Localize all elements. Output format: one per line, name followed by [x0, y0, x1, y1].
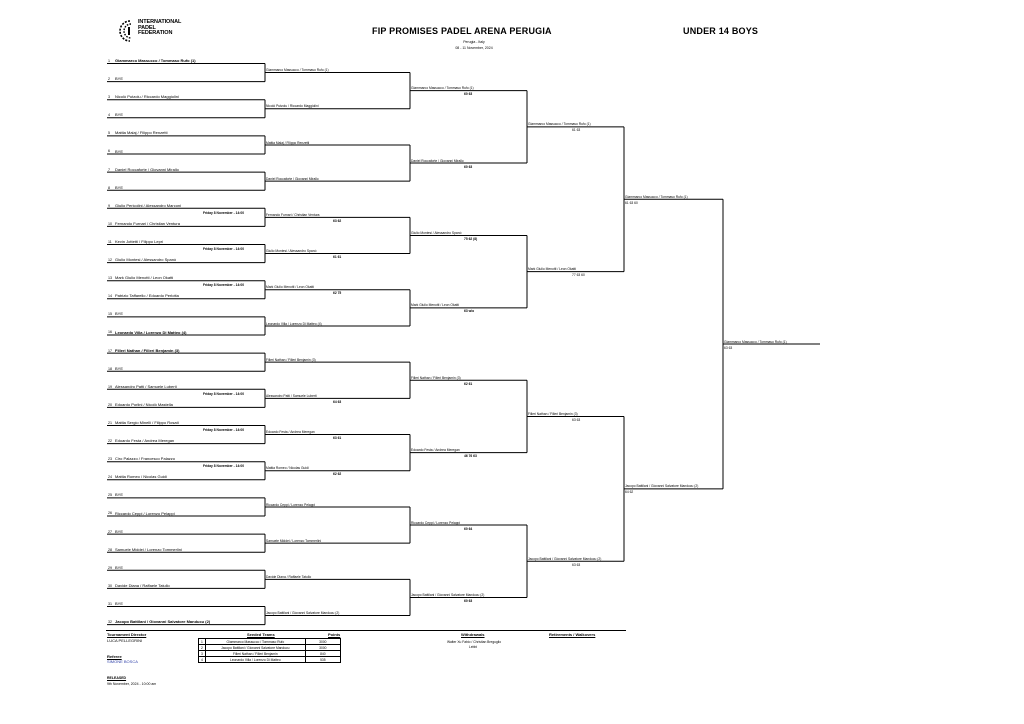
- draw-position: 10: [108, 221, 112, 226]
- r1-team: Mattia Sergio Minelli / Filippo Rosati: [115, 420, 179, 425]
- r3-team: Filleri Nathan / Filleri Benjamin (3): [411, 375, 461, 380]
- r1-team: Mattia Malaj / Filippo Renzetti: [115, 130, 168, 136]
- director-heading: Tournament Director: [107, 632, 147, 637]
- draw-position: 18: [108, 366, 112, 371]
- draw-position: 16: [108, 330, 112, 335]
- r1-team: BYE: [115, 601, 124, 606]
- r3-team: Giulio Montesi / Alessandro Spanò: [411, 231, 462, 236]
- r1-team: Kevin Jottetti / Filippo Lepri: [115, 239, 164, 244]
- r3-team: Giammarco Massucco / Tommaso Rufo (1): [411, 86, 474, 91]
- draw-position: 19: [108, 384, 112, 389]
- points-heading: Points: [328, 632, 341, 637]
- seed-team: Jacopo Battilani / Giovanni Salvatore Manducu: [205, 645, 305, 651]
- logo-line-3: FEDERATION: [138, 30, 173, 37]
- r2-team: Alessandro Patti / Samuele Luberti: [266, 393, 317, 398]
- draw-position: 5: [108, 131, 110, 136]
- r2-team: Samuele Middei / Lorenzo Tommerlini: [266, 538, 322, 543]
- draw-position: 31: [108, 601, 112, 606]
- seed-points: 3000: [305, 639, 340, 645]
- r1-team: Mark Giulio Menotti / Leon Okatti: [115, 275, 174, 281]
- draw-position: 7: [108, 167, 110, 172]
- r4-score: 63 63: [572, 417, 581, 422]
- draw-position: 29: [108, 565, 112, 570]
- r2-team: Giulio Montesi / Alessandro Spanò: [266, 249, 317, 254]
- r2-team: Daniel Roccaforte / Giovanni Mirallo: [266, 176, 319, 181]
- r3-score: 63 w/o: [464, 309, 475, 314]
- seed-points: 3000: [305, 645, 340, 651]
- r5-team: Giammarco Massucco / Tommaso Rufo (1): [625, 194, 688, 199]
- r1-team: Jacopo Battilani / Giovanni Salvatore Manducu (2): [115, 619, 211, 625]
- r2-team: Fernando Furnari / Christian Ventura: [266, 212, 320, 217]
- r4-team: Mark Giulio Menotti / Leon Okatti: [528, 267, 577, 272]
- r5-score: 64 62: [625, 490, 634, 495]
- r2-score: 62 62: [333, 472, 342, 477]
- seed-number: 2: [199, 645, 206, 651]
- draw-position: 17: [108, 348, 112, 353]
- r2-score: 63 61: [333, 436, 342, 441]
- r2-team: Edoardo Festa / Andrea Meregan: [266, 430, 315, 435]
- r2-score: 64 63: [333, 399, 342, 404]
- r1-team: BYE: [115, 148, 124, 154]
- r1-team: BYE: [115, 528, 124, 534]
- referee-heading: Referee: [107, 654, 122, 659]
- r1-team: BYE: [115, 184, 124, 190]
- withdrawals-line-1: Walter Xu Fabio / Christian Breguglio: [447, 640, 502, 644]
- draw-position: 11: [108, 239, 112, 244]
- draw-position: 12: [108, 258, 112, 262]
- draw-position: 20: [108, 402, 112, 407]
- seed-number: 1: [199, 639, 206, 645]
- r3-score: 60 63: [464, 92, 473, 97]
- r2-team: Riccardo Ceppi / Lorenzo Pelappi: [266, 502, 316, 507]
- r1-team: Giulio Pericolini / Alessandro Marconi: [115, 202, 182, 208]
- r1-team: BYE: [115, 365, 124, 371]
- r1-team: Leonardo Villa / Lorenzo Di Matteo (4): [115, 329, 187, 335]
- referee-name: SIMONE BOSCA: [107, 659, 138, 664]
- r3-team: Riccardo Ceppi / Lorenzo Pelappi: [411, 520, 461, 525]
- match-schedule: Friday 8 November - 14:00: [203, 428, 245, 432]
- draw-position: 8: [108, 185, 110, 190]
- r1-team: BYE: [115, 112, 124, 118]
- r4-team: Filleri Nathan / Filleri Benjamin (3): [528, 412, 578, 417]
- draw-position: 30: [108, 583, 112, 588]
- r2-team: Leonardo Villa / Lorenzo Di Matteo (4): [266, 321, 322, 326]
- r3-score: 62 61: [464, 381, 473, 386]
- r4-score: 77 63 60: [572, 273, 585, 278]
- r3-team: Edoardo Festa / Andrea Meregan: [411, 448, 460, 453]
- tournament-title: FIP PROMISES PADEL ARENA PERUGIA: [372, 26, 552, 36]
- r4-score: 61 63: [572, 128, 581, 133]
- r2-team: Filleri Nathan / Filleri Benjamin (3): [266, 357, 316, 362]
- winner-team: Giammarco Massucco / Tommaso Rufo (1): [724, 339, 787, 344]
- r3-score: 60 64: [464, 526, 473, 531]
- seed-row: [199, 657, 341, 663]
- r3-score: 60 63: [464, 598, 473, 603]
- r2-team: Nicolò Putzolu / Riccardo Maggiolini: [266, 104, 319, 109]
- withdrawals-heading: Withdrawals: [461, 632, 485, 637]
- seed-points: 840: [305, 651, 340, 657]
- r1-team: BYE: [115, 311, 124, 317]
- r2-team: Davide Diana / Raffaele Tatullo: [266, 574, 312, 579]
- r3-team: Jacopo Battilani / Giovanni Salvatore Manducu (2): [411, 593, 485, 598]
- r2-team: Jacopo Battilani / Giovanni Salvatore Manducu (2): [266, 611, 340, 616]
- seeded-teams-table: [198, 638, 341, 663]
- draw-position: 27: [108, 529, 112, 534]
- r1-team: Ciro Palazzo / Francesco Palazzo: [115, 456, 176, 462]
- draw-position: 3: [108, 95, 110, 100]
- director-name: LUCA PELLEGRINI: [107, 638, 143, 643]
- tournament-location: Perugia - Italy: [463, 40, 485, 44]
- r1-team: Filleri Nathan / Filleri Benjamin (3): [115, 347, 180, 353]
- r3-team: Mark Giulio Menotti / Leon Okatti: [411, 303, 460, 308]
- match-schedule: Friday 8 November - 14:00: [203, 283, 245, 288]
- final-score: 63 63: [724, 345, 733, 350]
- draw-position: 28: [108, 547, 112, 552]
- draw-position: 26: [108, 511, 112, 516]
- r1-team: Edoardo Porlini / Nicolò Mastella: [115, 401, 173, 407]
- draw-position: 24: [108, 475, 112, 480]
- r4-score: 63 63: [572, 562, 581, 567]
- r3-score: 60 63: [464, 164, 473, 169]
- seed-points: 535: [305, 657, 340, 663]
- draw-position: 6: [108, 149, 110, 154]
- r1-team: Giulio Montesi / Alessandro Spanò: [115, 257, 177, 263]
- draw-position: 15: [108, 312, 112, 317]
- r3-team: Daniel Roccaforte / Giovanni Mirallo: [411, 158, 464, 163]
- r1-team: BYE: [115, 492, 124, 498]
- r1-team: Patrizio Taffarello / Edoardo Perlotta: [115, 293, 179, 299]
- draw-position: 32: [108, 620, 112, 624]
- r1-team: Giammarco Massucco / Tommaso Rufo (1): [115, 58, 196, 63]
- seed-team: Giammarco Massucco / Tommaso Rufo: [205, 639, 305, 645]
- seed-team: Filleri Nathan / Filleri Benjamin: [205, 651, 305, 657]
- r5-score: 61 63 60: [625, 200, 638, 205]
- r2-score: 61 61: [333, 255, 342, 260]
- logo-line-2: PADEL: [138, 24, 156, 31]
- r1-team: Alessandro Patti / Samuele Luberti: [115, 383, 177, 389]
- r1-team: BYE: [115, 564, 124, 570]
- seed-team: Leonardo Villa / Lorenzo Di Matteo: [205, 657, 305, 663]
- draw-position: 25: [108, 493, 112, 498]
- withdrawals-line-2: Lebbi: [469, 645, 478, 649]
- r1-team: Edoardo Festa / Andrea Meregan: [115, 438, 175, 444]
- released-heading: RELEASED: [107, 676, 127, 680]
- r2-team: Mattia Romeo / Nicolas Guidi: [266, 466, 309, 471]
- match-schedule: Friday 8 November - 14:00: [203, 464, 245, 469]
- draw-position: 23: [108, 457, 112, 462]
- r1-team: Daniel Roccaforte / Giovanni Mirallo: [115, 166, 179, 172]
- category-title: UNDER 14 BOYS: [683, 26, 759, 36]
- r3-score: 46 76 63: [464, 454, 477, 459]
- released-date: 9th November, 2024 - 10:00 am: [107, 682, 157, 686]
- r1-team: Davide Diana / Raffaele Tatullo: [115, 582, 170, 588]
- draw-position: 21: [108, 420, 112, 425]
- r1-team: Riccardo Ceppi / Lorenzo Pelappi: [115, 510, 175, 516]
- r1-team: BYE: [115, 76, 124, 82]
- seeded-heading: Seeded Teams: [247, 632, 275, 637]
- draw-position: 1: [108, 58, 110, 63]
- draw-position: 14: [108, 294, 112, 299]
- r3-score: 75 62 (8): [464, 236, 478, 241]
- r2-team: Giammarco Massucco / Tommaso Rufo (1): [266, 68, 329, 73]
- r2-team: Mark Giulio Menotti / Leon Okatti: [266, 285, 315, 290]
- r2-score: 63 62: [333, 218, 342, 223]
- footer-divider: [106, 630, 626, 631]
- r1-team: Fernando Furnari / Christian Ventura: [115, 220, 180, 226]
- seed-number: 4: [199, 657, 206, 663]
- retirements-heading: Retirements / Walkovers: [549, 632, 596, 637]
- draw-position: 4: [108, 113, 110, 118]
- r1-team: Samuele Middei / Lorenzo Tommerlini: [115, 546, 182, 552]
- r1-team: Nicolò Putzolu / Riccardo Maggiolini: [115, 94, 179, 100]
- draw-position: 13: [108, 276, 112, 281]
- tournament-dates: 08 - 11 November, 2024: [455, 46, 493, 50]
- r5-team: Jacopo Battilani / Giovanni Salvatore Manducu (2): [625, 484, 699, 489]
- r4-team: Jacopo Battilani / Giovanni Salvatore Manducu (2): [528, 556, 602, 561]
- r2-team: Mattia Malaj / Filippo Renzetti: [266, 140, 310, 145]
- r4-team: Giammarco Massucco / Tommaso Rufo (1): [528, 122, 591, 127]
- draw-position: 2: [108, 77, 110, 81]
- r1-team: Mattia Romeo / Nicolas Guidi: [115, 474, 167, 480]
- draw-position: 9: [108, 203, 110, 208]
- r2-score: 62 75: [333, 291, 342, 296]
- match-schedule: Friday 8 November - 14:00: [203, 210, 245, 215]
- seed-number: 3: [199, 651, 206, 657]
- logo-line-1: INTERNATIONAL: [138, 19, 182, 25]
- match-schedule: Friday 8 November - 14:00: [203, 391, 245, 396]
- draw-position: 22: [108, 439, 112, 443]
- match-schedule: Friday 8 November - 14:00: [203, 247, 245, 251]
